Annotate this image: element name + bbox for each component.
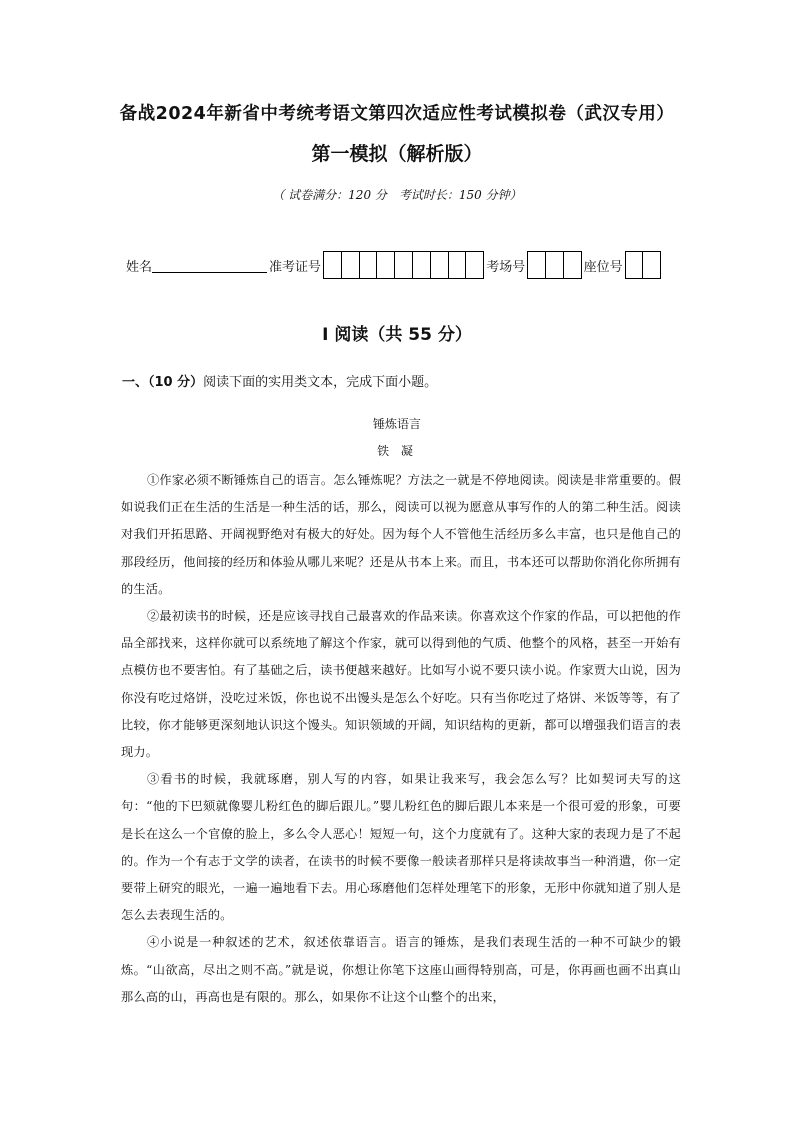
digit-box[interactable] (377, 252, 395, 278)
exam-info: （ 试卷满分：120 分 考试时长：150 分钟） (272, 188, 522, 202)
article-author: 铁 凝 (377, 444, 417, 458)
digit-box[interactable] (466, 252, 483, 278)
digit-box[interactable] (449, 252, 467, 278)
document-subtitle: 第一模拟（解析版） (311, 143, 483, 165)
digit-box[interactable] (528, 252, 546, 278)
digit-box[interactable] (564, 252, 581, 278)
ticket-number-boxes[interactable] (323, 251, 484, 279)
digit-box[interactable] (431, 252, 449, 278)
name-label: 姓名 (126, 259, 153, 275)
question-prompt (122, 371, 437, 390)
exam-room-label: 考场号 (486, 259, 526, 275)
ticket-number-label: 准考证号 (269, 259, 322, 275)
digit-box[interactable] (546, 252, 564, 278)
digit-box[interactable] (413, 252, 431, 278)
question-number: 一、（10 分） (122, 375, 204, 390)
candidate-info-row (126, 250, 663, 280)
exam-room-boxes[interactable] (527, 251, 581, 279)
article-body (121, 467, 681, 1011)
paragraph-3: ③看书的时候，我就琢磨，别人写的内容，如果让我来写，我会怎么写？比如契诃夫写的这句：“他的下巴颏就像婴儿粉红色的脚后跟儿。”婴儿粉红色的脚后跟儿本来是一个很可爱的形象，可要是长在这么一个官僚的脸上，多么令人恶心！短短一句，这个力度就有了。这种大家的表现力是了不起的。作为一个有志于文学的读者，在读书的时候不要像一般读者那样只是将读故事当一种消遣，你一定要带上研究的眼光，一遍一遍地看下去。用心琢磨他们怎样处理笔下的形象，无形中你就知道了别人是怎么去表现生活的。 (121, 772, 681, 923)
seat-number-boxes[interactable] (625, 251, 662, 279)
digit-box[interactable] (395, 252, 413, 278)
digit-box[interactable] (626, 252, 644, 278)
digit-box[interactable] (324, 252, 342, 278)
section-heading: I 阅读（共 55 分） (322, 325, 472, 345)
document-title: 备战2024年新省中考统考语文第四次适应性考试模拟卷（武汉专用） (119, 104, 675, 124)
digit-box[interactable] (360, 252, 378, 278)
name-field[interactable] (152, 258, 267, 273)
paragraph-4: ④小说是一种叙述的艺术，叙述依靠语言。语言的锤炼，是我们表现生活的一种不可缺少的锻炼。“山欲高，尽出之则不高。”就是说，你想让你笔下这座山画得特别高，可是，你再画也画不出真山那么高的山，再高也是有限的。那么，如果你不让这个山整个的出来， (121, 935, 681, 1004)
question-text: 阅读下面的实用类文本，完成下面小题。 (203, 375, 438, 390)
digit-box[interactable] (342, 252, 360, 278)
article-title: 锤炼语言 (372, 417, 421, 431)
seat-number-label: 座位号 (583, 259, 623, 275)
paragraph-1: ①作家必须不断锤炼自己的语言。怎么锤炼呢？方法之一就是不停地阅读。阅读是非常重要的。假如说我们正在生活的生活是一种生活的话，那么，阅读可以视为愿意从事写作的人的第二种生活。阅读对我们开拓思路、开阔视野绝对有极大的好处。因为每个人不管他生活经历多么丰富，也只是他自己的那段经历，他间接的经历和体验从哪儿来呢？还是从书本上来。而且，书本还可以帮助你消化你所拥有的生活。 (121, 473, 681, 596)
digit-box[interactable] (643, 252, 660, 278)
paragraph-2: ②最初读书的时候，还是应该寻找自己最喜欢的作品来读。你喜欢这个作家的作品，可以把他的作品全部找来，这样你就可以系统地了解这个作家，就可以得到他的气质、他整个的风格，甚至一开始有点模仿也不要害怕。有了基础之后，读书便越来越好。比如写小说不要只读小说。作家贾大山说，因为你没有吃过烙饼，没吃过米饭，你也说不出馒头是怎么个好吃。只有当你吃过了烙饼、米饭等等，有了比较，你才能够更深刻地认识这个馒头。知识领域的开阔，知识结构的更新，都可以增强我们语言的表现力。 (121, 609, 681, 760)
